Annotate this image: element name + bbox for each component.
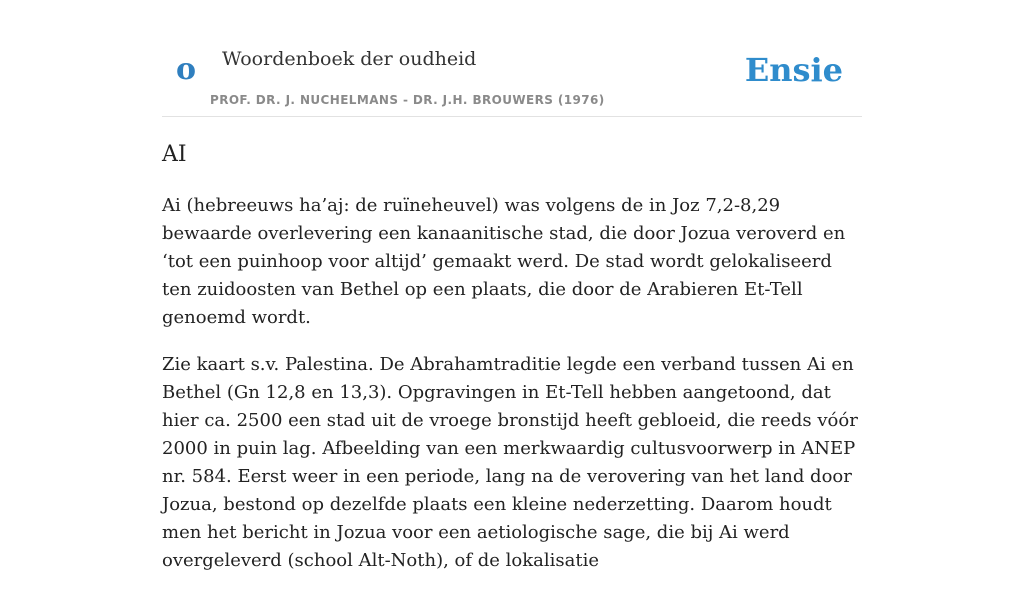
book-title-link[interactable]: Woordenboek der oudheid — [222, 48, 477, 70]
entry-paragraph: Ai (hebreeuws ha’aj: de ruïneheuvel) was volgens de in Joz 7,2-8,29 bewaarde overlevering een kanaanitische stad, die door Jozua veroverd en ‘tot een puinhoop voor altijd’ gemaakt werd. De stad wordt gelokaliseerd ten zuidoosten van Bethel op een plaats, die door de Arabieren Et-Tell genoemd wordt. — [162, 195, 846, 328]
ensie-logo[interactable]: Ensie — [744, 51, 843, 89]
page-container — [162, 0, 862, 571]
entry-body — [162, 192, 862, 594]
entry-title: AI — [162, 142, 187, 167]
entry-paragraph: Zie kaart s.v. Palestina. De Abrahamtraditie legde een verband tussen Ai en Bethel (Gn 12,8 en 13,3). Opgravingen in Et-Tell hebben aangetoond, dat hier ca. 2500 een stad uit de vroege bronstijd heeft gebloeid, die reeds vóór 2000 in puin lag. Afbeelding van een merkwaardig cultusvoorwerp in ANEP nr. 584. Eerst weer in een periode, lang na de verovering van het land door Jozua, bestond op dezelfde plaats een kleine nederzetting. Daarom houdt men het bericht in Jozua voor een aetiologische sage, die bij Ai werd overgeleverd (school Alt-Noth), of de lokalisatie — [162, 354, 858, 571]
book-authors: PROF. DR. J. NUCHELMANS - DR. J.H. BROUWERS (1976) — [210, 93, 605, 107]
book-icon-letter[interactable]: o — [176, 52, 197, 87]
book-header — [162, 0, 862, 117]
